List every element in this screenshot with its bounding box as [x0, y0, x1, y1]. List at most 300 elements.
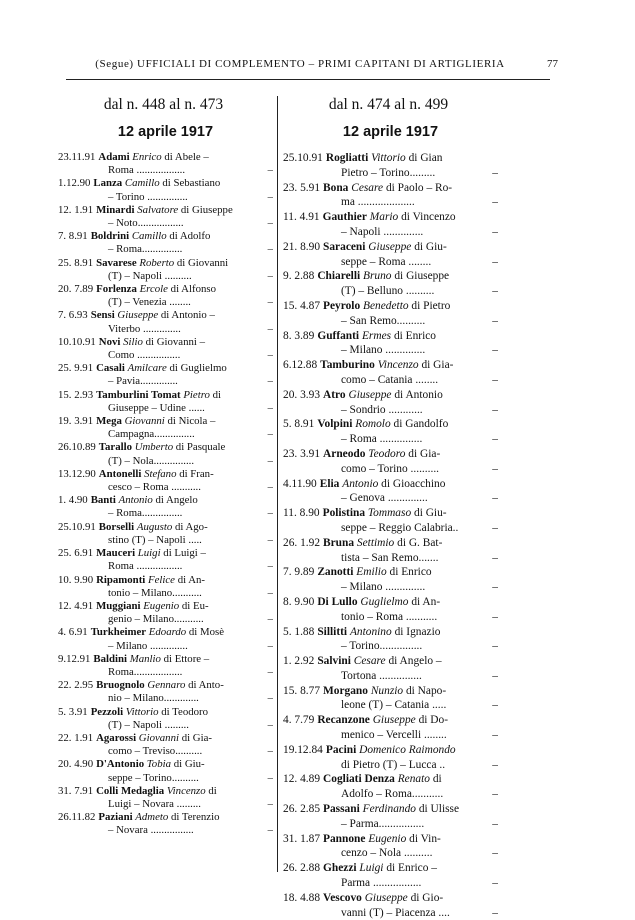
entry-continuation-line — [58, 613, 273, 626]
entry-end-dash: – — [492, 314, 498, 327]
entry-first-line — [58, 521, 273, 534]
entry-continuation-line — [58, 507, 273, 520]
entry-continuation-line — [58, 323, 273, 336]
entry-continuation: – Novara ................ — [108, 824, 194, 837]
entry-continuation: (T) – Napoli .......... — [108, 269, 192, 282]
entry-continuation: (T) – Belluno .......... — [341, 285, 435, 298]
entry-first-line — [283, 358, 498, 373]
surname: Boldrini — [90, 230, 130, 243]
entry-continuation-line — [58, 296, 273, 309]
officer-entry — [283, 358, 498, 388]
entry-continuation: (T) – Nola............... — [108, 454, 195, 467]
surname: Bruognolo — [96, 679, 145, 692]
officer-entry — [58, 309, 273, 335]
entry-continuation: – Genova .............. — [341, 492, 428, 505]
surname: Chiarelli — [317, 270, 361, 283]
entry-end-dash: – — [267, 745, 273, 758]
seniority-date: 1. 2.92 — [283, 655, 315, 668]
entry-continuation: como – Catania ........ — [341, 373, 439, 386]
seniority-date: 23. 3.91 — [283, 447, 321, 460]
given-name: Emilio — [356, 566, 387, 579]
given-name: Silio — [123, 335, 143, 348]
entry-end-dash: – — [492, 255, 498, 268]
surname: Tarallo — [98, 441, 132, 454]
surname: Atro — [323, 388, 346, 401]
given-name: Cesare — [351, 181, 384, 194]
entry-end-dash: – — [267, 639, 273, 652]
surname: Antonelli — [98, 467, 142, 480]
entry-continuation-line — [283, 166, 498, 181]
entry-continuation-line — [283, 521, 498, 536]
given-name: Guglielmo — [360, 595, 409, 608]
parentage: di Enrico — [393, 329, 437, 342]
surname: Paziani — [98, 811, 133, 824]
entry-continuation: genio – Milano........... — [108, 613, 204, 626]
seniority-date: 18. 4.88 — [283, 891, 321, 904]
entry-continuation: – Sondrio ............ — [341, 403, 423, 416]
parentage: di — [432, 773, 442, 786]
officer-entry — [58, 521, 273, 547]
parentage: di Mosè — [188, 626, 224, 639]
entry-continuation-line — [58, 692, 273, 705]
entry-continuation: – Roma ............... — [341, 433, 423, 446]
seniority-date: 10. 9.90 — [58, 573, 94, 586]
seniority-date: 9.12.91 — [58, 652, 91, 665]
given-name: Enrico — [132, 151, 162, 163]
entry-continuation-line — [283, 195, 498, 210]
parentage: di Eu- — [181, 599, 209, 612]
entry-continuation-line — [58, 719, 273, 732]
entry-continuation: tonio – Milano........... — [108, 586, 202, 599]
seniority-date: 12. 4.89 — [283, 773, 321, 786]
surname: Cogliati Denza — [323, 773, 395, 786]
given-name: Renato — [397, 773, 430, 786]
entry-continuation: Luigi – Novara ......... — [108, 797, 201, 810]
entry-end-dash: – — [492, 906, 498, 919]
entry-continuation: di Pietro (T) – Lucca .. — [341, 758, 446, 771]
entry-continuation-line — [283, 787, 498, 802]
seniority-date: 5. 8.91 — [283, 418, 315, 431]
seniority-date: 26. 2.88 — [283, 862, 321, 875]
parentage: di Nicola – — [167, 415, 216, 428]
surname: Adami — [98, 151, 130, 163]
parentage: di An- — [177, 573, 205, 586]
entry-continuation-line — [283, 551, 498, 566]
surname: Elia — [319, 477, 340, 490]
given-name: Antonino — [349, 625, 392, 638]
entry-continuation: seppe – Torino.......... — [108, 771, 199, 784]
entry-end-dash: – — [267, 190, 273, 203]
seniority-date: 6.12.88 — [283, 359, 318, 372]
given-name: Stefano — [144, 467, 177, 480]
given-name: Mario — [369, 211, 399, 224]
entry-end-dash: – — [267, 533, 273, 546]
entry-continuation: – Napoli .............. — [341, 225, 424, 238]
officer-entry — [58, 415, 273, 441]
entry-continuation-line — [283, 669, 498, 684]
page-number: 77 — [547, 58, 558, 70]
entry-continuation: – Torino ............... — [108, 190, 188, 203]
left-date-heading: 12 aprile 1917 — [117, 124, 214, 140]
officer-entry — [283, 832, 498, 862]
entry-continuation-line — [283, 876, 498, 891]
entry-first-line — [58, 309, 273, 322]
officer-entry — [283, 447, 498, 477]
seniority-date: 25. 8.91 — [58, 256, 94, 269]
officer-entry — [58, 547, 273, 573]
parentage: di Pietro — [411, 299, 451, 312]
seniority-date: 11. 4.91 — [283, 211, 320, 224]
parentage: di Ago- — [174, 520, 208, 533]
officer-entry — [283, 684, 498, 714]
officer-entry — [283, 891, 498, 920]
entry-end-dash: – — [492, 373, 498, 386]
seniority-date: 22. 1.91 — [58, 731, 94, 744]
seniority-date: 23.11.91 — [58, 151, 96, 163]
seniority-date: 7. 9.89 — [283, 566, 315, 579]
seniority-date: 4. 7.79 — [283, 714, 315, 727]
entry-continuation: seppe – Reggio Calabria.. — [341, 521, 459, 534]
entry-continuation: (T) – Venezia ........ — [108, 296, 191, 309]
entry-first-line — [58, 547, 273, 560]
seniority-date: 19.12.84 — [283, 743, 323, 756]
given-name: Edoardo — [148, 626, 187, 639]
seniority-date: 25. 6.91 — [58, 547, 94, 560]
surname: Minardi — [96, 203, 135, 216]
parentage: di Gioacchino — [381, 477, 446, 490]
running-title: (Segue) UFFICIALI DI COMPLEMENTO – PRIMI CAPITANI DI ARTIGLIERIA — [95, 58, 505, 70]
officer-entry — [58, 706, 273, 732]
seniority-date: 9. 2.88 — [283, 270, 315, 283]
seniority-date: 31. 1.87 — [283, 832, 321, 845]
surname: Gauthier — [322, 211, 367, 224]
entry-first-line — [283, 713, 498, 728]
seniority-date: 23. 5.91 — [283, 181, 321, 194]
parentage: di Giu- — [173, 758, 205, 771]
surname: Passani — [323, 803, 360, 816]
entry-first-line — [283, 210, 498, 225]
seniority-date: 11. 8.90 — [283, 507, 320, 520]
entry-continuation: Pietro – Torino......... — [341, 166, 436, 179]
surname: Turkheimer — [90, 626, 147, 639]
entry-first-line — [58, 415, 273, 428]
parentage: di Angelo – — [388, 655, 442, 668]
officer-entry — [283, 329, 498, 359]
entry-continuation-line — [283, 817, 498, 832]
entry-continuation-line — [58, 164, 273, 177]
surname: Mega — [96, 415, 122, 428]
parentage: di Giuseppe — [394, 270, 450, 283]
parentage: di Luigi – — [163, 547, 206, 560]
entry-first-line — [58, 600, 273, 613]
officer-entry — [58, 626, 273, 652]
entry-continuation: – Milano .............. — [341, 344, 426, 357]
officer-entry — [58, 441, 273, 467]
surname: Polistina — [322, 507, 366, 520]
entry-end-dash: – — [267, 454, 273, 467]
entry-end-dash: – — [267, 718, 273, 731]
seniority-date: 26.11.82 — [58, 811, 96, 824]
seniority-date: 7. 6.93 — [58, 309, 88, 322]
entry-continuation: Roma.................. — [108, 665, 183, 678]
given-name: Giovanni — [138, 731, 179, 744]
entry-continuation: nio – Milano............. — [108, 692, 199, 705]
parentage: di An- — [411, 595, 441, 608]
seniority-date: 26. 1.92 — [283, 536, 321, 549]
entry-continuation: – San Remo.......... — [341, 314, 426, 327]
entry-continuation: ma .................... — [341, 196, 415, 209]
column-divider — [277, 96, 278, 872]
given-name: Umberto — [134, 441, 174, 454]
entry-continuation: cenzo – Nola .......... — [341, 847, 433, 860]
given-name: Manlio — [129, 652, 161, 665]
entry-end-dash: – — [492, 788, 498, 801]
seniority-date: 20. 4.90 — [58, 758, 94, 771]
parentage: di Giu- — [414, 240, 447, 253]
entry-first-line — [283, 181, 498, 196]
parentage: di Ignazio — [394, 625, 441, 638]
entry-continuation-line — [58, 243, 273, 256]
entry-end-dash: – — [267, 349, 273, 362]
entry-continuation-line — [58, 217, 273, 230]
entry-continuation-line — [58, 375, 273, 388]
entry-end-dash: – — [492, 640, 498, 653]
given-name: Giuseppe — [372, 714, 416, 727]
entry-continuation: Tortona ............... — [341, 669, 422, 682]
header-rule — [66, 79, 550, 80]
entry-end-dash: – — [267, 560, 273, 573]
left-entry-list — [58, 151, 273, 838]
parentage: di Paolo – Ro- — [385, 181, 453, 194]
parentage: di Ettore – — [163, 652, 210, 665]
parentage: di Giovanni — [176, 256, 229, 269]
given-name: Augusto — [136, 520, 173, 533]
entry-first-line — [58, 758, 273, 771]
entry-first-line — [58, 257, 273, 270]
entry-first-line — [283, 506, 498, 521]
seniority-date: 1. 4.90 — [58, 494, 88, 507]
seniority-date: 25.10.91 — [283, 152, 323, 164]
entry-continuation: – Roma............... — [108, 507, 183, 520]
entry-continuation: Como ................ — [108, 349, 181, 362]
given-name: Nunzio — [370, 684, 404, 697]
entry-continuation: – Parma................ — [341, 817, 425, 830]
entry-first-line — [58, 468, 273, 481]
parentage: di Gian — [408, 152, 443, 164]
seniority-date: 8. 9.90 — [283, 595, 315, 608]
parentage: di Alfonso — [170, 283, 216, 296]
entry-first-line — [58, 811, 273, 824]
officer-entry — [58, 811, 273, 837]
entry-first-line — [58, 679, 273, 692]
seniority-date: 20. 7.89 — [58, 283, 94, 296]
surname: Salvini — [317, 655, 351, 668]
officer-entry — [283, 565, 498, 595]
officer-entry — [283, 506, 498, 536]
entry-continuation: cesco – Roma ........... — [108, 481, 201, 494]
entry-continuation-line — [283, 432, 498, 447]
parentage: di Teodoro — [161, 705, 209, 718]
parentage: di Gandolfo — [393, 418, 449, 431]
entry-first-line — [58, 283, 273, 296]
entry-end-dash: – — [267, 771, 273, 784]
officer-entry — [283, 477, 498, 507]
seniority-date: 15. 2.93 — [58, 388, 94, 401]
seniority-date: 4.11.90 — [283, 477, 317, 490]
surname: Saraceni — [323, 240, 366, 253]
parentage: di Pasquale — [175, 441, 226, 454]
given-name: Tommaso — [367, 507, 412, 520]
entry-first-line — [58, 441, 273, 454]
entry-continuation-line — [283, 728, 498, 743]
entry-end-dash: – — [492, 729, 498, 742]
officer-entry — [283, 299, 498, 329]
entry-continuation: Giuseppe – Udine ...... — [108, 401, 205, 414]
parentage: di Vin- — [409, 832, 441, 845]
given-name: Ermes — [361, 329, 392, 342]
given-name: Settimio — [356, 536, 395, 549]
seniority-date: 22. 2.95 — [58, 679, 94, 692]
entry-continuation-line — [283, 491, 498, 506]
seniority-date: 10.10.91 — [58, 335, 96, 348]
entry-first-line — [283, 565, 498, 580]
parentage: di Abele – — [164, 151, 209, 163]
surname: Vescovo — [323, 891, 362, 904]
given-name: Giovanni — [124, 415, 165, 428]
seniority-date: 12. 4.91 — [58, 599, 94, 612]
officer-entry — [58, 732, 273, 758]
entry-continuation: menico – Vercelli ........ — [341, 729, 447, 742]
entry-continuation-line — [58, 534, 273, 547]
entry-continuation-line — [58, 587, 273, 600]
parentage: di Enrico – — [386, 862, 437, 875]
given-name: Felice — [148, 573, 175, 586]
given-name: Tobia — [146, 758, 172, 771]
entry-continuation-line — [58, 191, 273, 204]
given-name: Giuseppe — [364, 891, 408, 904]
entry-first-line — [58, 336, 273, 349]
surname: Guffanti — [317, 329, 360, 342]
entry-continuation-line — [283, 846, 498, 861]
surname: Di Lullo — [317, 595, 358, 608]
entry-end-dash: – — [492, 699, 498, 712]
entry-continuation: – Milano .............. — [108, 639, 188, 652]
officer-entry — [58, 389, 273, 415]
entry-first-line — [58, 389, 273, 402]
entry-continuation-line — [58, 402, 273, 415]
seniority-date: 15. 4.87 — [283, 299, 321, 312]
entry-continuation: – Noto................. — [108, 217, 184, 230]
entry-end-dash: – — [267, 296, 273, 309]
seniority-date: 15. 8.77 — [283, 684, 321, 697]
surname: D'Antonio — [96, 758, 145, 771]
officer-entry — [283, 743, 498, 773]
entry-first-line — [283, 684, 498, 699]
right-column — [283, 96, 498, 920]
given-name: Luigi — [137, 547, 161, 560]
entry-first-line — [283, 802, 498, 817]
entry-continuation-line — [283, 255, 498, 270]
parentage: di Giuseppe — [180, 203, 233, 216]
entry-continuation: – Torino............... — [341, 640, 423, 653]
entry-first-line — [283, 151, 498, 166]
entry-continuation-line — [58, 481, 273, 494]
given-name: Giuseppe — [348, 388, 392, 401]
entry-continuation-line — [58, 455, 273, 468]
left-column — [58, 96, 273, 838]
seniority-date: 8. 3.89 — [283, 329, 315, 342]
right-range-heading: dal n. 474 al n. 499 — [328, 96, 449, 113]
entry-end-dash: – — [267, 613, 273, 626]
officer-entry — [58, 494, 273, 520]
surname: Rogliatti — [325, 152, 369, 164]
given-name: Cesare — [353, 655, 386, 668]
parentage: di Guglielmo — [169, 362, 227, 375]
entry-end-dash: – — [492, 492, 498, 505]
given-name: Ercole — [139, 283, 168, 296]
given-name: Vincenzo — [377, 359, 419, 372]
entry-continuation: Adolfo – Roma........... — [341, 788, 444, 801]
parentage: di Giovanni – — [145, 335, 205, 348]
entry-first-line — [58, 626, 273, 639]
parentage: di Gio- — [410, 891, 444, 904]
parentage: di Antonio – — [160, 309, 215, 322]
entry-end-dash: – — [267, 481, 273, 494]
given-name: Vincenzo — [166, 784, 206, 797]
entry-continuation-line — [58, 640, 273, 653]
entry-end-dash: – — [267, 507, 273, 520]
entry-first-line — [283, 240, 498, 255]
surname: Tamburlini Tomat — [96, 388, 181, 401]
entry-end-dash: – — [492, 877, 498, 890]
entry-continuation: tista – San Remo....... — [341, 551, 439, 564]
entry-end-dash: – — [267, 164, 273, 177]
entry-end-dash: – — [492, 581, 498, 594]
entry-first-line — [58, 653, 273, 666]
seniority-date: 1.12.90 — [58, 177, 91, 190]
given-name: Amilcare — [127, 362, 167, 375]
entry-continuation-line — [58, 560, 273, 573]
entry-end-dash: – — [492, 551, 498, 564]
surname: Morgano — [323, 684, 368, 697]
surname: Volpini — [317, 418, 353, 431]
entry-end-dash: – — [492, 166, 498, 179]
given-name: Bruno — [363, 270, 392, 283]
entry-end-dash: – — [267, 824, 273, 837]
seniority-date: 4. 6.91 — [58, 626, 88, 639]
surname: Banti — [90, 494, 116, 507]
entry-first-line — [58, 204, 273, 217]
entry-continuation-line — [283, 698, 498, 713]
entry-end-dash: – — [492, 225, 498, 238]
surname: Peyrolo — [323, 299, 361, 312]
right-entry-list — [283, 151, 498, 920]
entry-continuation: Viterbo .............. — [108, 322, 181, 335]
given-name: Eugenio — [143, 599, 180, 612]
parentage: di Antonio — [394, 388, 443, 401]
entry-end-dash: – — [492, 285, 498, 298]
entry-first-line — [283, 269, 498, 284]
entry-end-dash: – — [492, 403, 498, 416]
entry-first-line — [58, 785, 273, 798]
surname: Borselli — [98, 520, 135, 533]
officer-entry — [283, 181, 498, 211]
entry-end-dash: – — [492, 817, 498, 830]
entry-first-line — [283, 536, 498, 551]
entry-continuation-line — [283, 610, 498, 625]
entry-continuation-line — [58, 349, 273, 362]
entry-end-dash: – — [267, 797, 273, 810]
